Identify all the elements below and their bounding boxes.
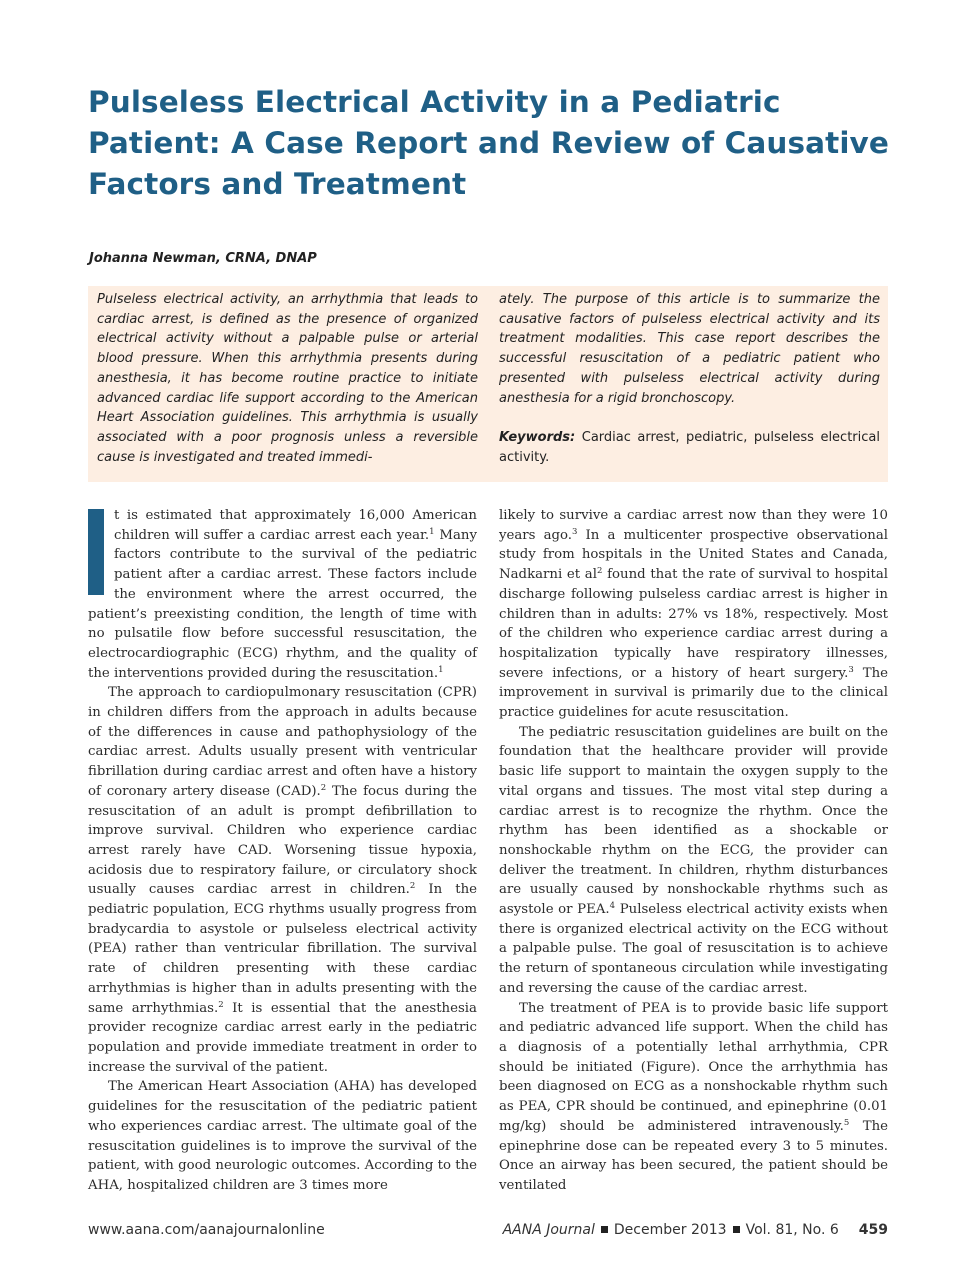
paragraph-pea-treatment: The treatment of PEA is to provide basic life support and pediatric advanced life support. When the child has a diagnosis of a potentially lethal arrhythmia, CPR should be initiated (Figure). Once the arrhythmia has been diagnosed on ECG as a nonshockable rhythm such as PEA, CPR should be continued, and epinephrine (0.01 mg/kg) should be administered intravenously.$^5$ The epinephrine dose can be repeated every 3 to 5 minutes. Once an airway has been secured, the patient should be ventilated: [499, 1000, 888, 1193]
journal-url[interactable]: www.aana.com/aanajournalonline: [88, 1222, 325, 1238]
citation-ref: 2: [596, 566, 603, 577]
drop-cap: [88, 509, 104, 595]
keywords-text: Cardiac arrest, pediatric, pulseless electrical activity.: [499, 429, 880, 465]
author-byline: Johanna Newman, CRNA, DNAP: [89, 251, 317, 266]
paragraph-survival: likely to survive a cardiac arrest now than they were 10 years ago.$^3$ In a multicenter prospective observational study from hospitals in the United States and Canada, Nadkarni et $al^2$ found that the rate of survival to hospital discharge following pulseless cardiac arrest is higher in children than in adults: 27% vs 18%, respectively. Most of the children who experience cardiac arrest during a hospitalization typically have respiratory illnesses, severe infections, or a history of heart surgery.$^3$ The improvement in survival is primarily due to the clinical practice guidelines for acute resuscitation.: [499, 508, 889, 721]
body-column-right: [499, 506, 888, 1196]
paragraph-aha-guidelines: The American Heart Association (AHA) has developed guidelines for the resuscitation of the pediatric patient who experiences cardiac arrest. The ultimate goal of the resuscitation guidelines is to improve the survival of the patient, with good neurologic outcomes. According to the AHA, hospitalized children are 3 times more: [88, 1079, 477, 1193]
abstract-box: [88, 286, 888, 482]
citation-ref: 5: [843, 1117, 850, 1128]
journal-name: AANA Journal: [502, 1222, 595, 1238]
square-bullet-icon: [601, 1226, 608, 1233]
page-footer: [88, 1222, 888, 1242]
journal-citation: [503, 1222, 888, 1238]
citation-ref: 2: [320, 782, 327, 793]
citation-ref: 2: [409, 881, 416, 892]
body-column-left: [88, 506, 477, 1196]
keywords-label: Keywords:: [499, 429, 576, 445]
square-bullet-icon: [733, 1226, 740, 1233]
abstract-column-right: [499, 290, 880, 467]
abstract-text-right: ately. The purpose of this article is to summarize the causative factors of pulseless electrical activity and its treatment modalities. This case report describes the successful resuscitation of a pediatric patient who presented with pulseless electrical activity during anesthesia for a rigid bronchoscopy.: [499, 292, 880, 406]
abstract-text-left: Pulseless electrical activity, an arrhythmia that leads to cardiac arrest, is defined as the presence of organized electrical activity without a palpable pulse or arterial blood pressure. When this arrhythmia presents during anesthesia, it has become routine practice to initiate advanced cardiac life support according to the American Heart Association guidelines. This arrhythmia is usually associated with a poor prognosis unless a reversible cause is investigated and treated immedi-: [97, 292, 478, 465]
paragraph-resuscitation-guidelines: The pediatric resuscitation guidelines are built on the foundation that the healthcare provider will provide basic life support to maintain the oxygen supply to the vital organs and tissues. The most vital step during a cardiac arrest is to recognize the rhythm. Once the rhythm has been identified as a shockable or nonshockable rhythm on the ECG, the provider can deliver the treatment. In children, rhythm disturbances are usually caused by nonshockable rhythms such as asystole or PEA.$^4$ Pulseless electrical activity exists when there is organized electrical activity on the ECG without a palpable pulse. The goal of resuscitation is to achieve the return of spontaneous circulation while investigating and reversing the cause of the cardiac arrest.: [499, 724, 888, 996]
issue-date: December 2013: [613, 1222, 727, 1238]
citation-ref: 3: [572, 526, 578, 537]
citation-ref: 4: [609, 901, 616, 912]
article-title: Pulseless Electrical Activity in a Pediatric Patient: A Case Report and Review of Causative Factors and Treatment: [88, 85, 889, 201]
volume-info: Vol. 81, No. 6: [745, 1222, 839, 1238]
citation-ref: 3: [848, 664, 854, 675]
citation-ref: 2: [218, 999, 224, 1010]
page-number: 459: [858, 1222, 888, 1238]
paragraph-intro: t is estimated that approximately 16,000 American children will suffer a cardiac arrest each year.$^1$ Many factors contribute to the survival of the pediatric patient after a cardiac arrest. These factors include the environment where the arrest occurred, the patient’s preexisting condition, the length of time with no pulsatile flow before successful resuscitation, the electrocardiographic (ECG) rhythm, and the quality of the interventions provided during the resuscitation.$^1$: [88, 508, 477, 681]
citation-ref: 1: [429, 526, 435, 537]
keywords: [499, 428, 880, 467]
abstract-column-left: [97, 290, 478, 467]
citation-ref: 1: [438, 664, 444, 675]
paragraph-cpr-approach: The approach to cardiopulmonary resuscitation (CPR) in children differs from the approach in adults because of the differences in cause and pathophysiology of the cardiac arrest. Adults usually present with ventricular fibrillation during cardiac arrest and often have a history of coronary artery disease (CAD).$^2$ The focus during the resuscitation of an adult is prompt defibrillation to improve survival. Children who experience cardiac arrest rarely have CAD. Worsening tissue hypoxia, acidosis due to respiratory failure, or circulatory shock usually causes cardiac arrest in children.$^2$ In the pediatric population, ECG rhythms usually progress from bradycardia to asystole or pulseless electrical activity (PEA) rather than ventricular fibrillation. The survival rate of children presenting with these cardiac arrhythmias is higher than in adults presenting with the same arrhythmias.$^2$ It is essential that the anesthesia provider recognize cardiac arrest early in the pediatric population and provide immediate treatment in order to increase the survival of the patient.: [88, 685, 477, 1075]
